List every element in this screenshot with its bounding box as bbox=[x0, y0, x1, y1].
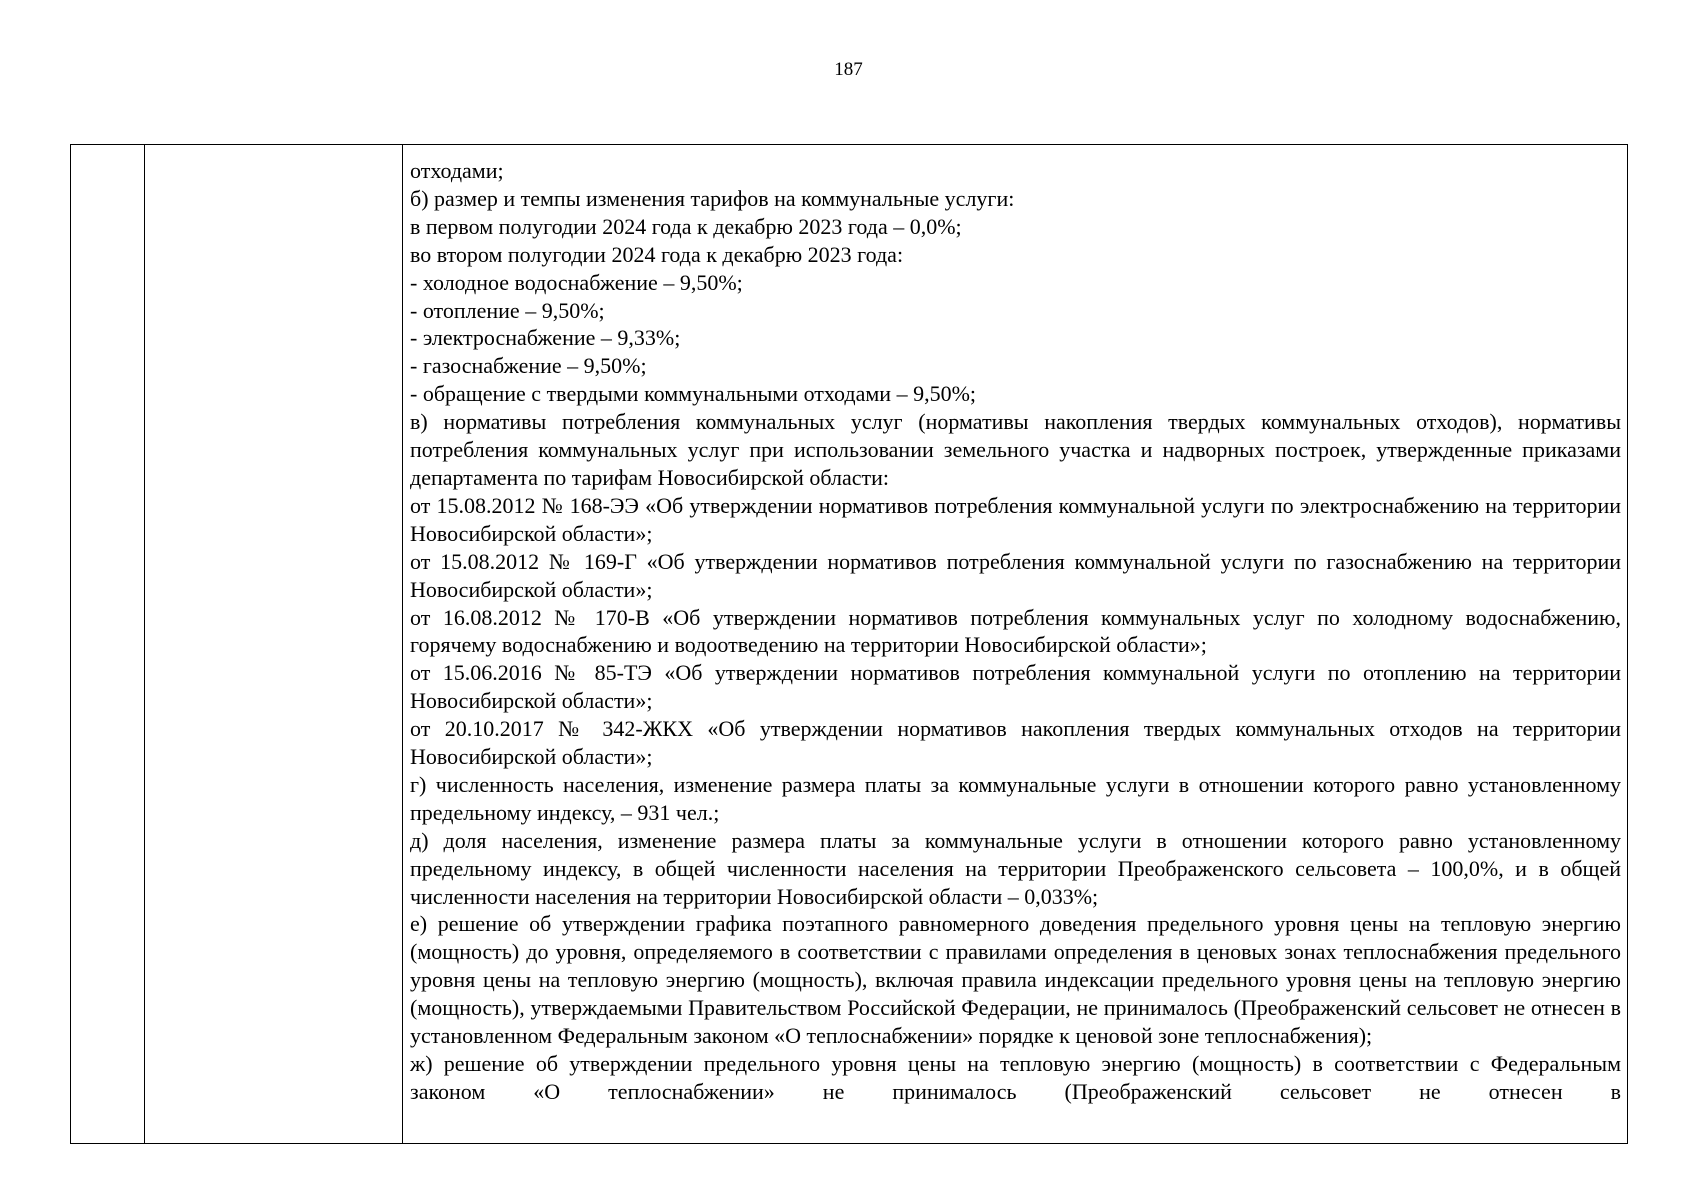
paragraph: - отопление – 9,50%; bbox=[410, 297, 605, 323]
paragraph: - газоснабжение – 9,50%; bbox=[410, 353, 647, 379]
paragraph: от 15.06.2016 № 85-ТЭ «Об утверждении нормативов потребления коммунальной услуги по отоплению на территории Новосибирской области»; bbox=[410, 660, 1621, 714]
paragraph: - обращение с твердыми коммунальными отходами – 9,50%; bbox=[410, 381, 977, 407]
paragraph: в) нормативы потребления коммунальных услуг (нормативы накопления твердых коммунальных отходов), нормативы потребления коммунальных услуг при использовании земельного участка и надворных построек, утвержденные приказами департамента по тарифам Новосибирской области: bbox=[410, 409, 1621, 490]
paragraph: от 15.08.2012 № 168-ЭЭ «Об утверждении нормативов потребления коммунальной услуги по электроснабжению на территории Новосибирской области»; bbox=[410, 492, 1621, 546]
paragraph: б) размер и темпы изменения тарифов на коммунальные услуги: bbox=[410, 185, 1015, 211]
paragraph: е) решение об утверждении графика поэтапного равномерного доведения предельного уровня цены на тепловую энергию (мощность) до уровня, определяемого в соответствии с правилами определения в ценовых зонах теплоснабжения предельного уровня цены на тепловую энергию (мощность), включая правила индексации предельного уровня цены на тепловую энергию (мощность), утверждаемыми Правительством Российской Федерации, не принималось (Преображенский сельсовет не отнесен в установленном Федеральным законом «О теплоснабжении» порядке к ценовой зоне теплоснабжения); bbox=[410, 911, 1621, 1049]
paragraph: от 16.08.2012 № 170-В «Об утверждении нормативов потребления коммунальных услуг по холодному водоснабжению, горячему водоснабжению и водоотведению на территории Новосибирской области»; bbox=[410, 604, 1621, 658]
table-cell-name bbox=[145, 145, 403, 1144]
paragraph: - холодное водоснабжение – 9,50%; bbox=[410, 269, 743, 295]
paragraph: ж) решение об утверждении предельного уровня цены на тепловую энергию (мощность) в соответствии с Федеральным законом «О теплоснабжении» не принималось (Преображенский сельсовет не отнесен в bbox=[410, 1051, 1621, 1104]
paragraph: от 15.08.2012 № 169-Г «Об утверждении нормативов потребления коммунальной услуги по газоснабжению на территории Новосибирской области»; bbox=[410, 548, 1621, 602]
document-table bbox=[70, 144, 1628, 1144]
cell-content-text bbox=[403, 145, 1627, 1106]
paragraph: отходами; bbox=[410, 158, 504, 183]
paragraph: от 20.10.2017 № 342-ЖКХ «Об утверждении нормативов накопления твердых коммунальных отходов на территории Новосибирской области»; bbox=[410, 716, 1621, 770]
table-row bbox=[71, 145, 1628, 1144]
table-cell-number bbox=[71, 145, 145, 1144]
paragraph: г) численность населения, изменение размера платы за коммунальные услуги в отношении которого равно установленному предельному индексу, – 931 чел.; bbox=[410, 771, 1621, 825]
paragraph: в первом полугодии 2024 года к декабрю 2023 года – 0,0%; bbox=[410, 213, 962, 239]
paragraph: во втором полугодии 2024 года к декабрю 2023 года: bbox=[410, 241, 904, 267]
page-number: 187 bbox=[834, 59, 863, 80]
paragraph: д) доля населения, изменение размера платы за коммунальные услуги в отношении которого равно установленному предельному индексу, в общей численности населения на территории Преображенского сельсовета – 100,0%, и в общей численности населения на территории Новосибирской области – 0,033%; bbox=[410, 827, 1621, 909]
table-cell-content bbox=[403, 145, 1628, 1144]
paragraph: - электроснабжение – 9,33%; bbox=[410, 325, 681, 351]
